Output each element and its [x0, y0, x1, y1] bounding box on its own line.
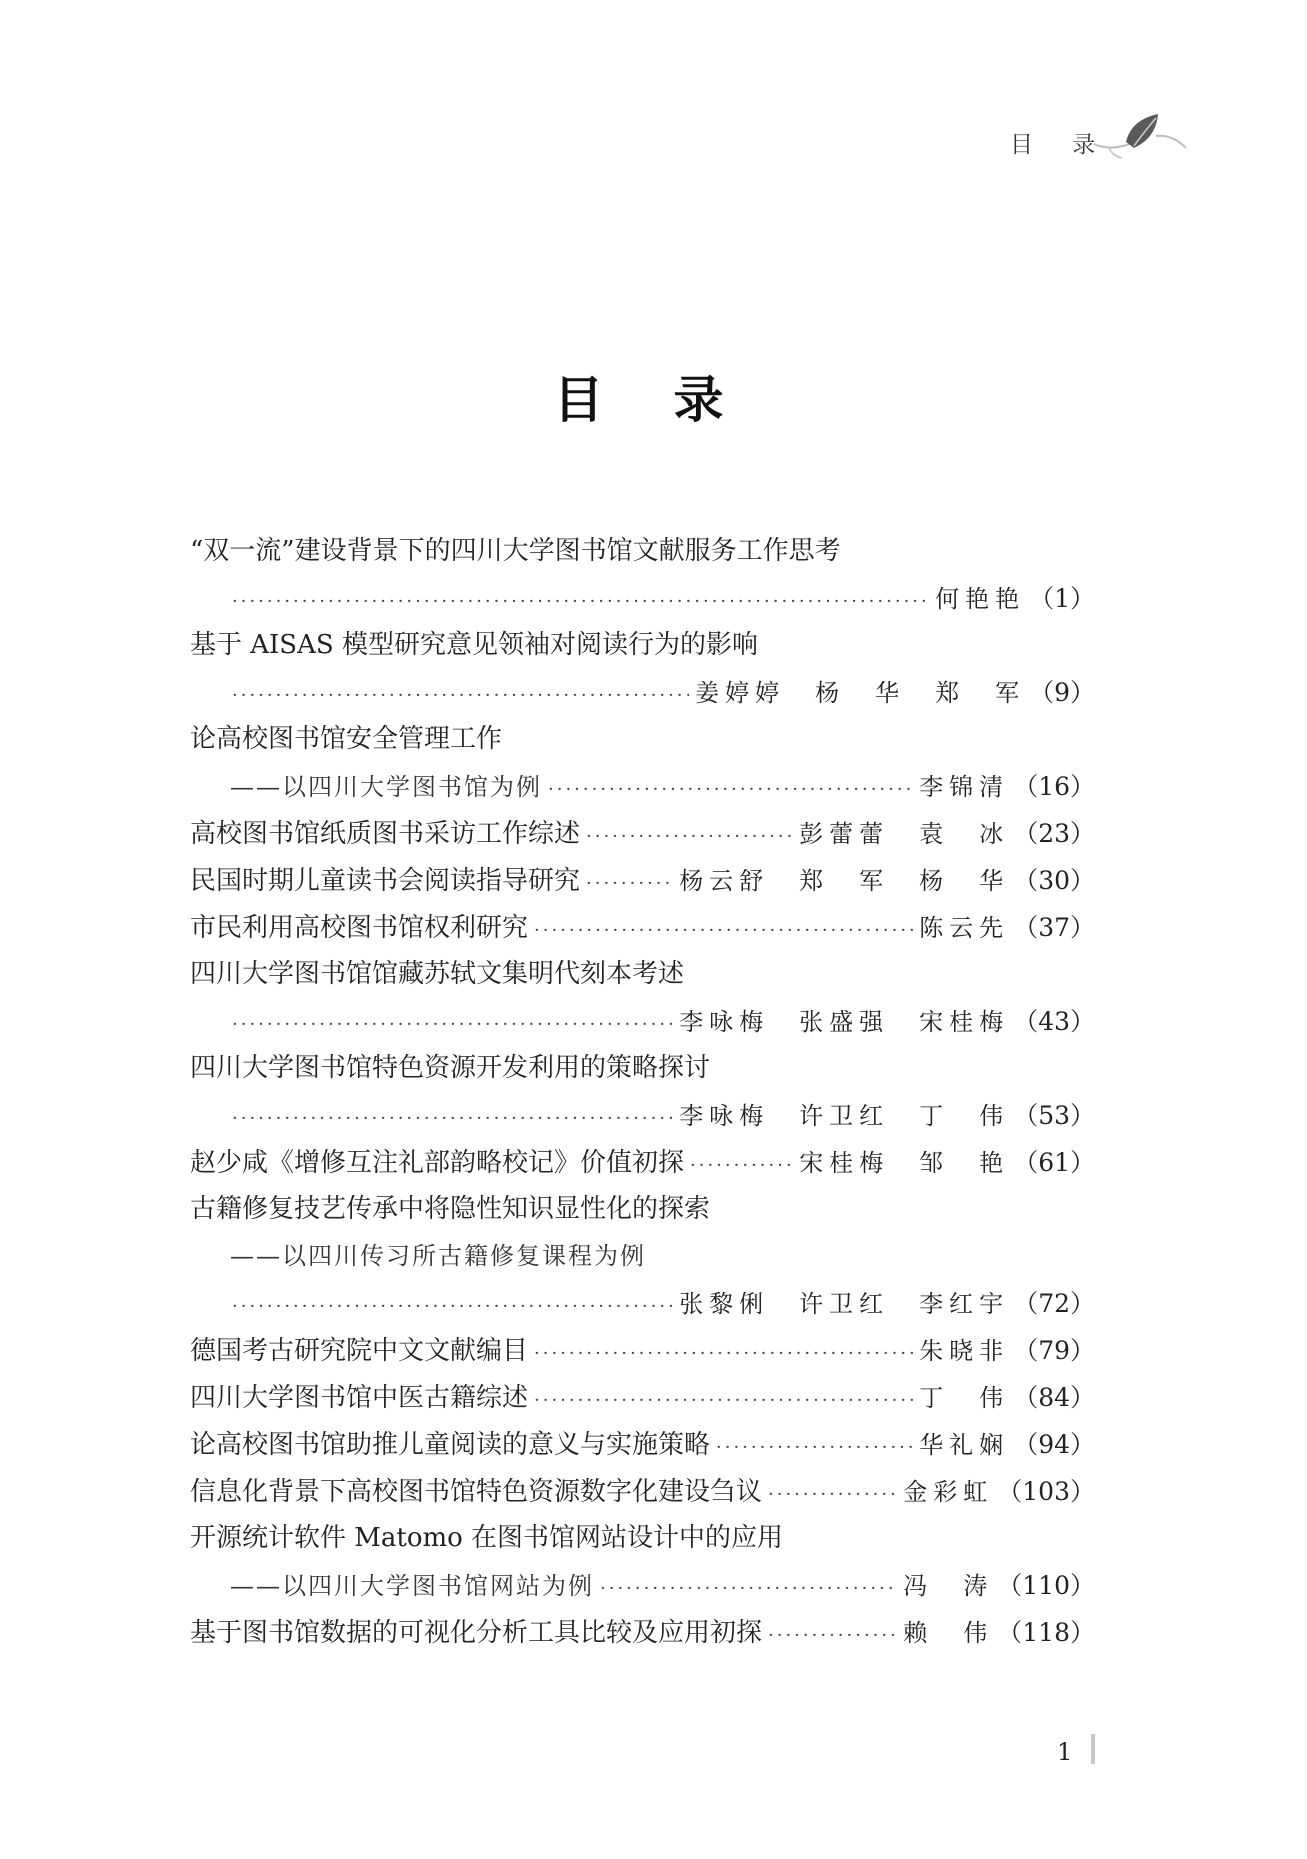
toc-entry-subtitle: ——以四川大学图书馆网站为例: [230, 1572, 594, 1600]
toc-entry-subtitle-line: [190, 1233, 1095, 1280]
leaf-ornament-icon: [1086, 114, 1196, 176]
toc-entry-authors: 李咏梅 张盛强 宋桂梅: [679, 1008, 1010, 1036]
toc-entry-title: 民国时期儿童读书会阅读指导研究: [190, 866, 581, 896]
dot-leader: [534, 1330, 913, 1377]
toc-entry-title: 开源统计软件 Matomo 在图书馆网站设计中的应用: [190, 1523, 784, 1553]
toc-entry-page: （103）: [997, 1477, 1095, 1506]
toc-entry-authors: 丁 伟: [919, 1384, 1010, 1412]
toc-entry: [190, 1186, 1095, 1233]
table-of-contents: [190, 528, 1095, 1656]
toc-entry-title: 高校图书馆纸质图书采访工作综述: [190, 819, 581, 849]
toc-entry-title: 古籍修复技艺传承中将隐性知识显性化的探索: [190, 1194, 711, 1224]
toc-entry-ref: [190, 1280, 1095, 1327]
toc-entry-title: 四川大学图书馆特色资源开发利用的策略探讨: [190, 1053, 711, 1083]
toc-entry-authors: 赖 伟: [903, 1619, 994, 1647]
dot-leader: [232, 578, 929, 625]
toc-entry-title: 论高校图书馆安全管理工作: [190, 724, 503, 754]
toc-entry: [190, 1327, 1095, 1374]
toc-entry-title: “双一流”建设背景下的四川大学图书馆文献服务工作思考: [190, 536, 841, 566]
toc-entry-ref: [190, 998, 1095, 1045]
dot-leader: [548, 766, 913, 813]
toc-entry-title: 四川大学图书馆馆藏苏轼文集明代刻本考述: [190, 959, 685, 989]
toc-entry-title: 基于图书馆数据的可视化分析工具比较及应用初探: [190, 1618, 763, 1648]
dot-leader: [690, 1142, 793, 1189]
toc-entry-authors: 金彩虹: [903, 1478, 994, 1506]
page-number: 1: [1057, 1738, 1073, 1766]
dot-leader: [586, 813, 793, 860]
toc-entry-authors: 朱晓非: [919, 1337, 1010, 1365]
toc-entry-authors: 冯 涛: [903, 1572, 994, 1600]
toc-entry-authors: 华礼娴: [919, 1431, 1010, 1459]
toc-entry-page: （94）: [1013, 1430, 1095, 1459]
dot-leader: [768, 1612, 897, 1659]
toc-entry-page: （43）: [1013, 1007, 1095, 1036]
toc-entry-page: （1）: [1029, 584, 1095, 613]
toc-entry: [190, 716, 1095, 763]
running-header: 目 录: [1010, 132, 1112, 158]
toc-entry-title: 基于 AISAS 模型研究意见领袖对阅读行为的影响: [190, 630, 758, 660]
toc-entry-page: （72）: [1013, 1289, 1095, 1318]
toc-entry-title: 论高校图书馆助推儿童阅读的意义与实施策略: [190, 1430, 711, 1460]
toc-entry-authors: 彭蕾蕾 袁 冰: [799, 820, 1010, 848]
toc-entry-title: 信息化背景下高校图书馆特色资源数字化建设刍议: [190, 1477, 763, 1507]
dot-leader: [716, 1424, 913, 1471]
dot-leader: [600, 1565, 897, 1612]
toc-entry-page: （16）: [1013, 772, 1095, 801]
toc-entry-subtitle: ——以四川传习所古籍修复课程为例: [230, 1242, 646, 1270]
dot-leader: [232, 1095, 673, 1142]
toc-entry-authors: 杨云舒 郑 军 杨 华: [679, 867, 1010, 895]
toc-entry-title: 赵少咸《增修互注礼部韵略校记》价值初探: [190, 1148, 685, 1178]
toc-entry: [190, 622, 1095, 669]
dot-leader: [534, 1377, 913, 1424]
toc-entry: [190, 1139, 1095, 1186]
toc-entry-page: （23）: [1013, 819, 1095, 848]
toc-entry-page: （30）: [1013, 866, 1095, 895]
toc-entry-page: （79）: [1013, 1336, 1095, 1365]
page-title: 目录: [553, 370, 794, 429]
toc-entry: [190, 1374, 1095, 1421]
toc-entry-authors: 陈云先: [919, 914, 1010, 942]
dot-leader: [534, 907, 913, 954]
toc-entry: [190, 528, 1095, 575]
toc-entry-page: （37）: [1013, 913, 1095, 942]
toc-entry-ref: [190, 1092, 1095, 1139]
toc-entry-page: （53）: [1013, 1101, 1095, 1130]
dot-leader: [586, 860, 673, 907]
page-number-bar: [1091, 1734, 1095, 1764]
dot-leader: [232, 672, 689, 719]
toc-entry-authors: 姜婷婷 杨 华 郑 军: [695, 679, 1026, 707]
toc-entry-ref: [190, 1562, 1095, 1609]
toc-entry-authors: 宋桂梅 邹 艳: [799, 1149, 1010, 1177]
dot-leader: [232, 1283, 673, 1330]
toc-entry: [190, 951, 1095, 998]
toc-entry-page: （110）: [997, 1571, 1095, 1600]
toc-entry-page: （118）: [997, 1618, 1095, 1647]
toc-entry-authors: 李锦清: [919, 773, 1010, 801]
toc-entry: [190, 904, 1095, 951]
toc-entry: [190, 1468, 1095, 1515]
dot-leader: [232, 1001, 673, 1048]
toc-entry: [190, 810, 1095, 857]
toc-entry-authors: 张黎俐 许卫红 李红宇: [679, 1290, 1010, 1318]
toc-entry-ref: [190, 575, 1095, 622]
toc-entry-authors: 何艳艳: [935, 585, 1026, 613]
dot-leader: [768, 1471, 897, 1518]
toc-entry-title: 四川大学图书馆中医古籍综述: [190, 1383, 529, 1413]
toc-entry: [190, 1045, 1095, 1092]
toc-entry: [190, 1609, 1095, 1656]
toc-entry-authors: 李咏梅 许卫红 丁 伟: [679, 1102, 1010, 1130]
toc-entry-page: （61）: [1013, 1148, 1095, 1177]
toc-entry-ref: [190, 669, 1095, 716]
toc-entry: [190, 857, 1095, 904]
toc-entry-title: 市民利用高校图书馆权利研究: [190, 913, 529, 943]
toc-entry-title: 德国考古研究院中文文献编目: [190, 1336, 529, 1366]
toc-entry-subtitle: ——以四川大学图书馆为例: [230, 773, 542, 801]
toc-entry: [190, 1515, 1095, 1562]
toc-entry: [190, 1421, 1095, 1468]
toc-entry-page: （9）: [1029, 678, 1095, 707]
toc-entry-page: （84）: [1013, 1383, 1095, 1412]
toc-entry-ref: [190, 763, 1095, 810]
